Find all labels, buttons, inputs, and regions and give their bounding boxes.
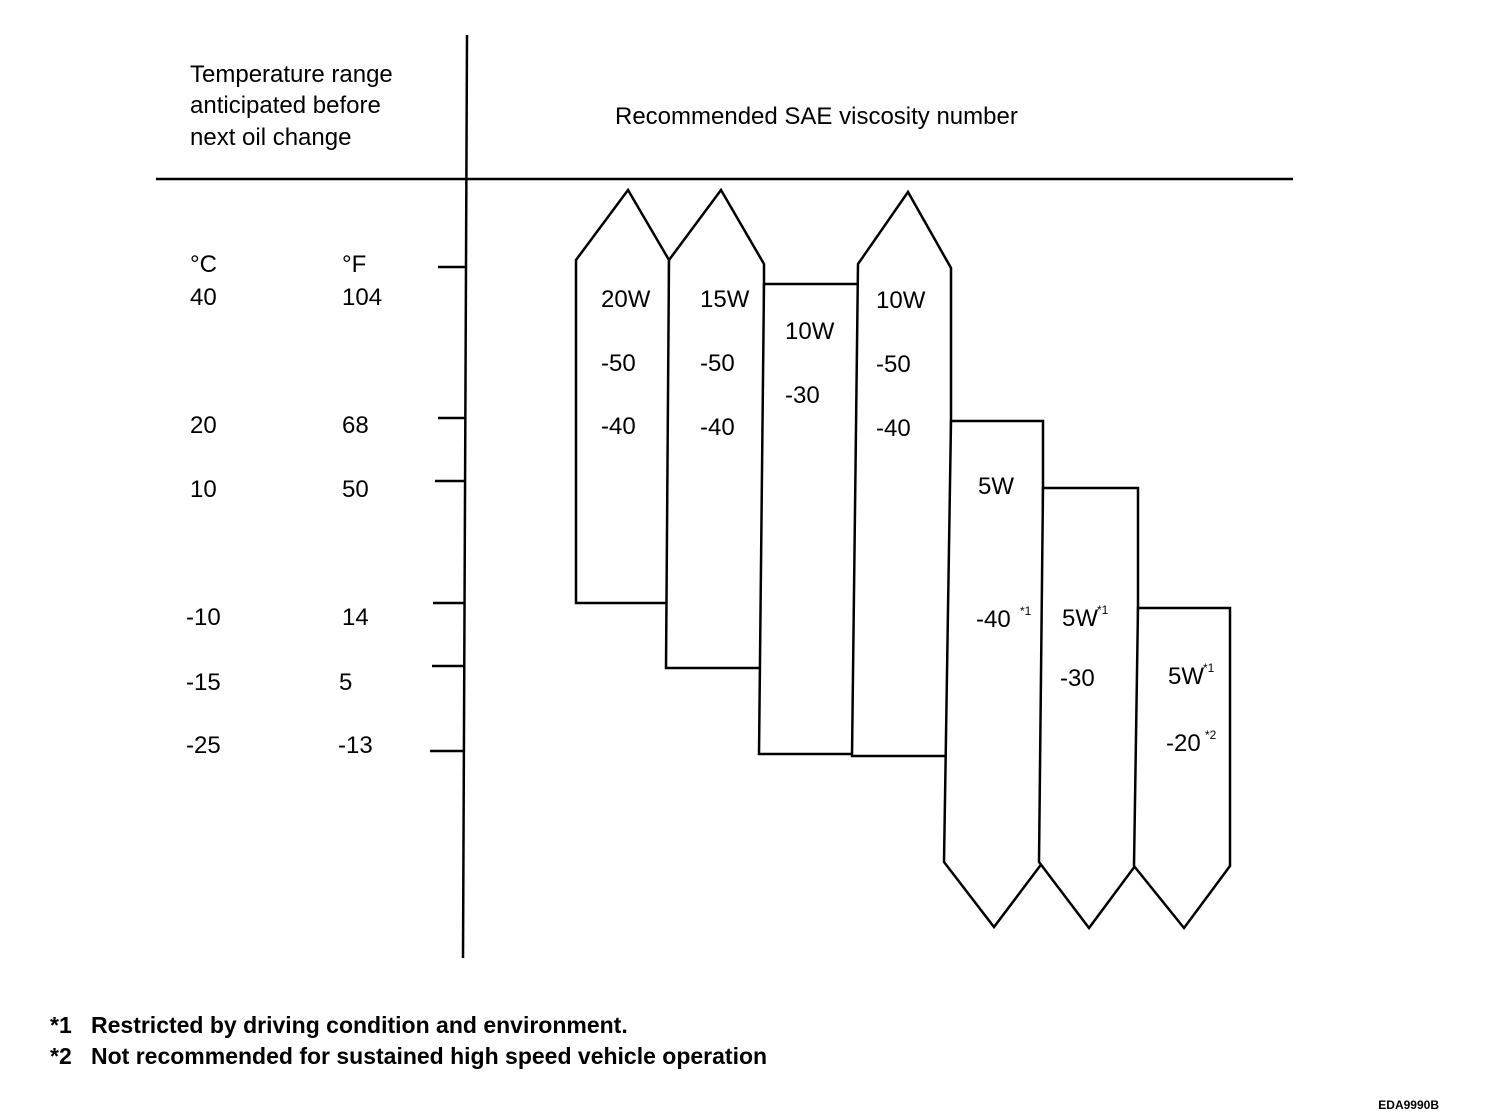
celsius-value-minus-25: -25 — [186, 732, 221, 759]
celsius-value-minus-10: -10 — [186, 604, 221, 631]
fahrenheit-value-68: 68 — [342, 412, 369, 439]
grade-20w-50-40-shape — [576, 190, 669, 603]
left-header-line-3: next oil change — [190, 124, 352, 151]
grade-10w-50-40-line-2: -50 — [876, 351, 911, 378]
fahrenheit-value-50: 50 — [342, 476, 369, 503]
fahrenheit-value-14: 14 — [342, 604, 369, 631]
grade-10w-50-40-line-3: -40 — [876, 415, 911, 442]
grade-5w-40-line-2: -40 — [976, 606, 1011, 633]
fahrenheit-unit-label: °F — [342, 251, 367, 278]
fahrenheit-value-104: 104 — [342, 284, 383, 311]
grade-15w-50-40-line-3: -40 — [700, 414, 735, 441]
fahrenheit-value-5: 5 — [339, 669, 353, 696]
footnote-ref-1-on-5w-40: *1 — [1020, 604, 1032, 618]
grade-20w-50-40-line-3: -40 — [601, 413, 636, 440]
grade-20w-50-40-line-1: 20W — [601, 286, 651, 313]
grade-5w-40-line-1: 5W — [978, 473, 1014, 500]
right-header-title: Recommended SAE viscosity number — [615, 103, 1018, 130]
grade-5w-30-shape — [1039, 488, 1138, 928]
grade-5w-30-line-2: -30 — [1060, 665, 1095, 692]
grade-10w-30-shape — [759, 284, 858, 754]
grade-15w-50-40-line-1: 15W — [700, 286, 750, 313]
celsius-value-minus-15: -15 — [186, 669, 221, 696]
grade-20w-50-40-line-2: -50 — [601, 350, 636, 377]
left-header-line-1: Temperature range — [190, 61, 393, 88]
grade-5w-20-shape — [1134, 608, 1230, 928]
celsius-value-40: 40 — [190, 284, 217, 311]
footnote-1-mark: *1 — [50, 1012, 72, 1038]
grade-5w-20-line-1: 5W — [1168, 663, 1204, 690]
grade-5w-20-line-2: -20 — [1166, 730, 1201, 757]
fahrenheit-value-minus-13: -13 — [338, 732, 373, 759]
footnote-ref-1-on-5w-30: *1 — [1097, 603, 1109, 617]
grade-15w-50-40-line-2: -50 — [700, 350, 735, 377]
celsius-value-10: 10 — [190, 476, 217, 503]
celsius-value-20: 20 — [190, 412, 217, 439]
left-header-line-2: anticipated before — [190, 92, 381, 119]
footnote-ref-2-on-5w-20: *2 — [1205, 728, 1217, 742]
footnote-1-text: Restricted by driving condition and environment. — [91, 1012, 628, 1038]
figure-code: EDA9990B — [1378, 1098, 1439, 1112]
footnote-ref-1-on-5w-20: *1 — [1203, 661, 1215, 675]
vertical-divider — [463, 35, 467, 958]
grade-10w-30-line-1: 10W — [785, 318, 835, 345]
grade-5w-30-line-1: 5W — [1062, 605, 1098, 632]
grade-10w-50-40-line-1: 10W — [876, 287, 926, 314]
footnote-2-text: Not recommended for sustained high speed vehicle operation — [91, 1043, 768, 1069]
grade-10w-50-40-shape — [852, 192, 951, 756]
footnote-2-mark: *2 — [50, 1043, 72, 1069]
grade-10w-30-line-2: -30 — [785, 382, 820, 409]
celsius-unit-label: °C — [190, 251, 217, 278]
